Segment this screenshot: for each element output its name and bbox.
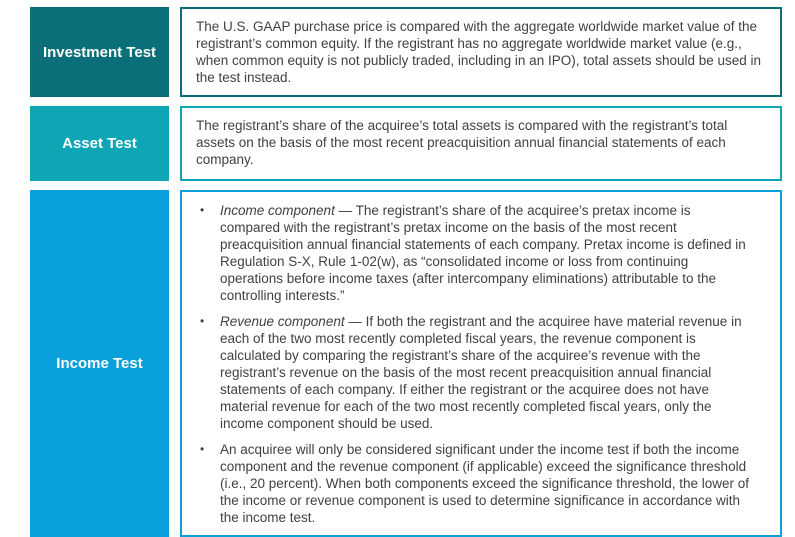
bullet-text: An acquiree will only be considered significant under the income test if both the income component and the revenue component (if applicable) exceed the significance threshold (i.e., 20 percent). When both components exceed the significance threshold, the lower of the income or revenue component is used to determine significance in accordance with the income test. xyxy=(220,442,750,525)
bullet-text: — If both the registrant and the acquiree have material revenue in each of the two most recently completed fiscal years, the revenue component is calculated by comparing the registrant’s share of the acquiree’s revenue with the registrant’s revenue on the basis of the most recent preacquisition annual financial statements of each company. If either the registrant or the acquiree does not have material revenue for each of the two most recently completed fiscal years, only the income component should be used. xyxy=(220,314,742,431)
income-test-bullet-list xyxy=(182,192,780,535)
income-test-description-box xyxy=(180,190,782,537)
bullet-significance-threshold xyxy=(196,441,752,526)
bullet-income-component xyxy=(196,202,752,304)
investment-test-description: The U.S. GAAP purchase price is compared with the aggregate worldwide market value of the registrant’s common equity. If the registrant has no aggregate worldwide market value (e.g., when common equity is not publicly traded, including in an IPO), total assets should be used in the test instead. xyxy=(196,19,762,85)
bullet-icon: • xyxy=(200,203,205,217)
asset-test-row xyxy=(30,106,782,181)
bullet-icon: • xyxy=(200,442,205,456)
investment-test-row xyxy=(30,7,782,97)
bullet-lead: Income component xyxy=(220,203,335,218)
asset-test-label: Asset Test xyxy=(30,106,169,181)
bullet-revenue-component xyxy=(196,313,752,432)
income-test-row xyxy=(30,190,782,537)
bullet-lead: Revenue component xyxy=(220,314,345,329)
asset-test-description-box xyxy=(180,106,782,181)
investment-test-label: Investment Test xyxy=(30,7,169,97)
bullet-icon: • xyxy=(200,314,205,328)
income-test-label: Income Test xyxy=(30,190,169,537)
investment-test-description-box xyxy=(180,7,782,97)
asset-test-description: The registrant’s share of the acquiree’s total assets is compared with the registrant’s total assets on the basis of the most recent preacquisition annual financial statements of each company. xyxy=(196,118,728,167)
bullet-text: — The registrant’s share of the acquiree’s pretax income is compared with the registrant’s pretax income on the basis of the most recent preacquisition annual financial statements of each company. Pretax income is defined in Regulation S-X, Rule 1-02(w), as “consolidated income or loss from continuing operations before income taxes (after intercompany eliminations) attributable to the controlling interests.” xyxy=(220,203,746,303)
